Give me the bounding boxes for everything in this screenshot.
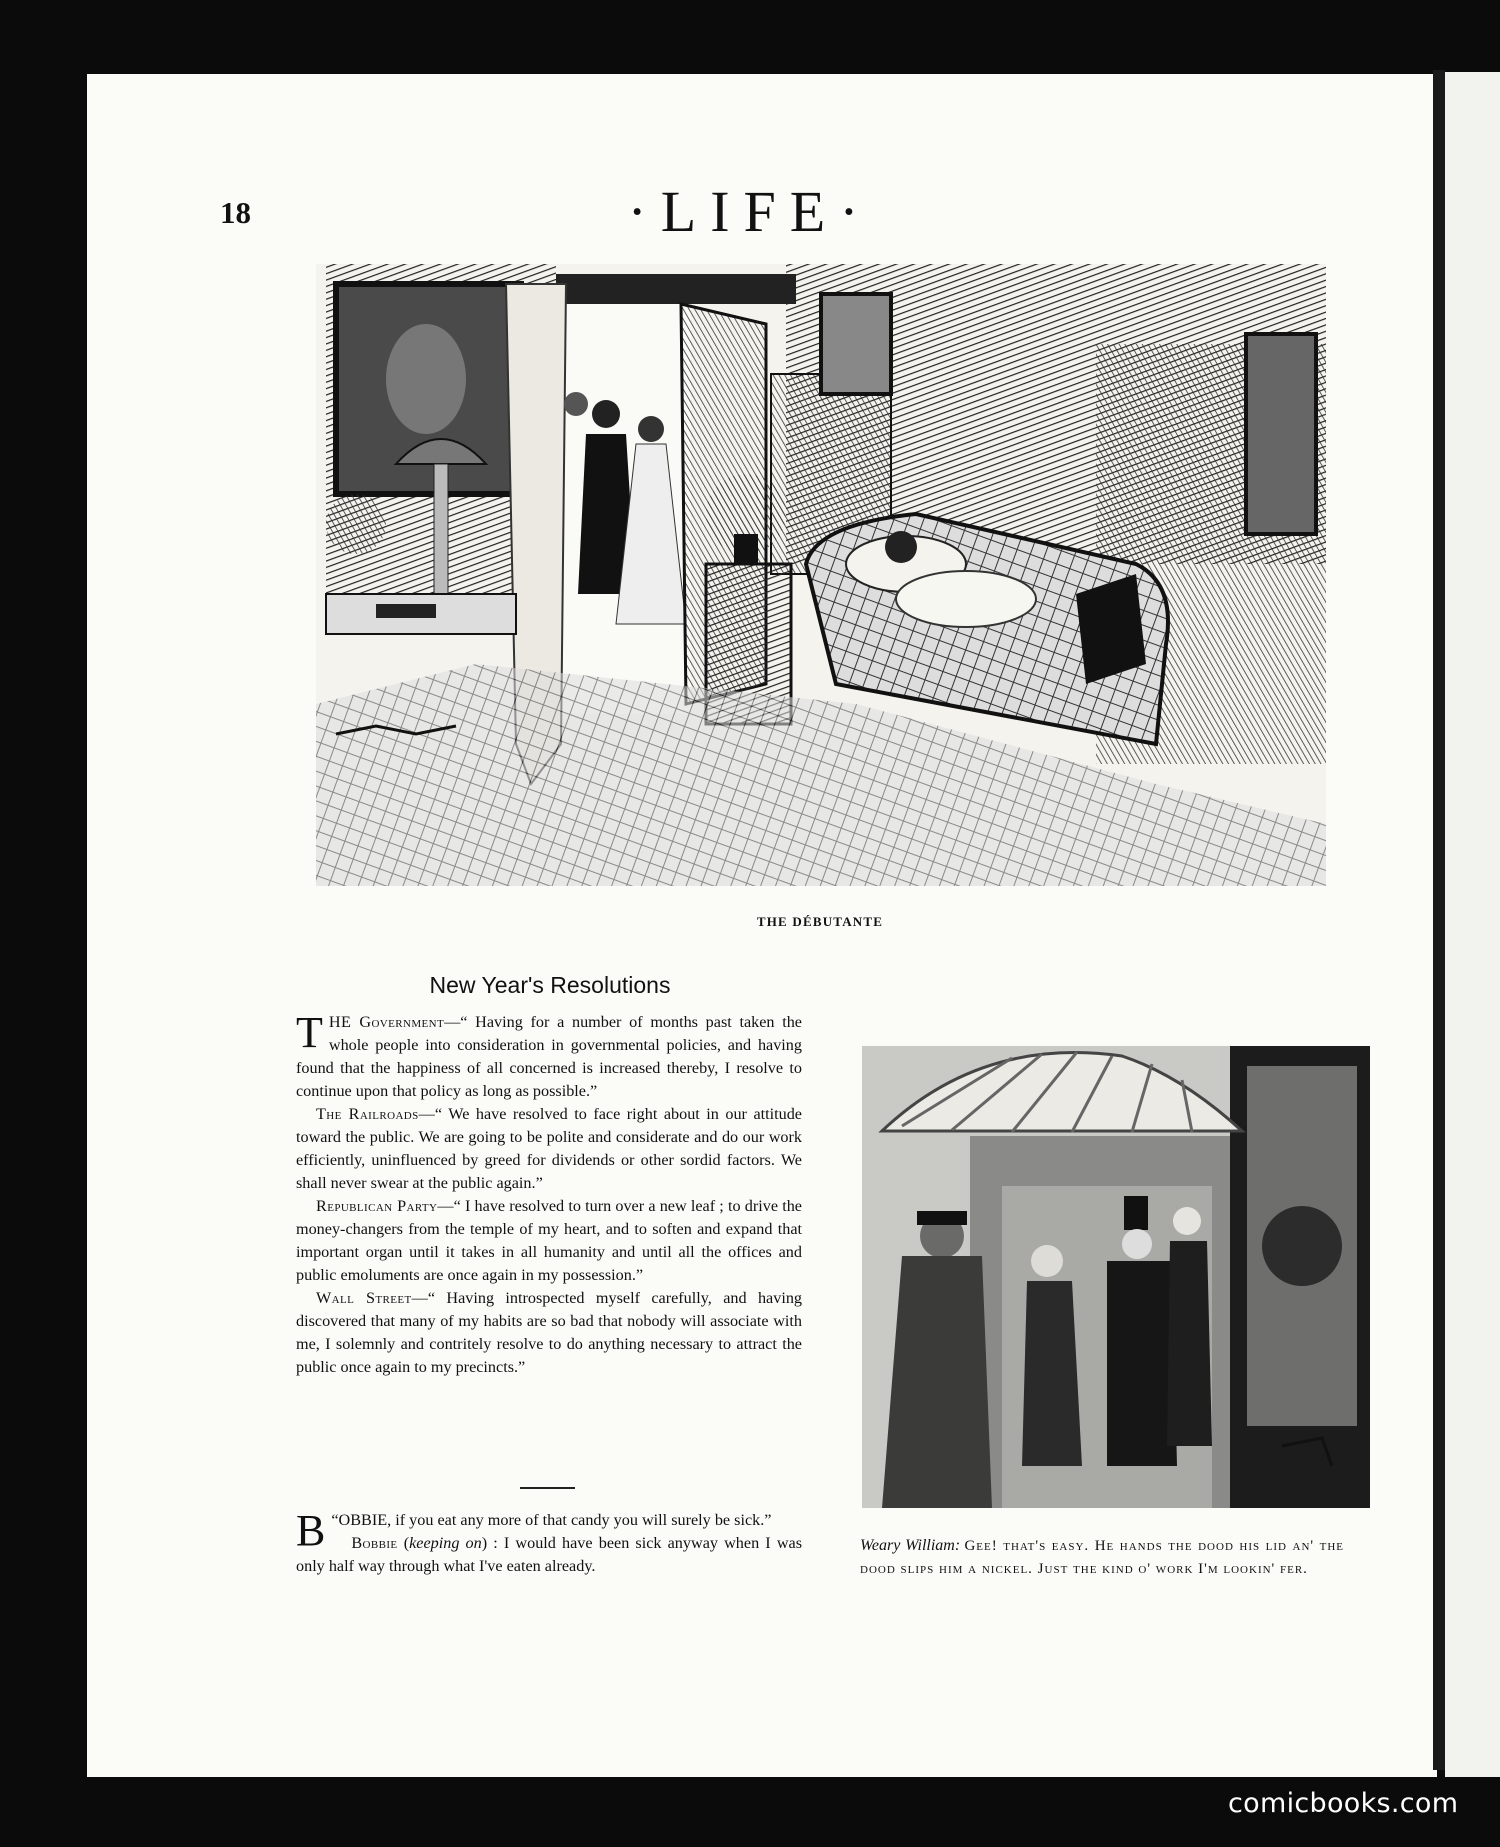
debutante-drawing <box>316 264 1326 886</box>
text-government: —“ Having for a number of months past taken the whole people into consideration in governmental policies, and having found that the happiness of all concerned is increased thereby, I resolve to continue upon that policy as long as possible.” <box>296 1013 802 1100</box>
page-number: 18 <box>220 195 251 230</box>
text-wall-street: —“ Having introspected myself carefully, and having discovered that many of my habits are so bad that nobody will associate with me, I solemnly and contritely resolve to do anything necessary to attract the public once again to my precincts.” <box>296 1289 803 1376</box>
text-republican: —“ I have resolved to turn over a new leaf ; to drive the money-changers from the temple of my heart, and to soften and expand that important organ until it takes in all humanity and until all the offices and public emoluments are once again in my possession.” <box>296 1197 802 1284</box>
page-gutter <box>1433 70 1445 1770</box>
paragraph-government <box>296 1008 802 1103</box>
lead-railroads: The Railroads <box>316 1105 419 1123</box>
quote-mark: “ <box>331 1511 339 1529</box>
site-watermark: comicbooks.com <box>1228 1788 1459 1819</box>
next-page-edge <box>1445 72 1500 1777</box>
stage-direction: keeping on <box>409 1534 482 1552</box>
article-title: New Year's Resolutions <box>429 972 671 998</box>
section-divider <box>520 1487 575 1489</box>
masthead: ·LIFE· <box>627 179 873 244</box>
weary-william-drawing <box>862 1046 1370 1508</box>
resolutions-column <box>296 1008 803 1379</box>
joke-first-line: OBBIE, if you eat any more of that candy you will surely be sick.” <box>338 1511 772 1529</box>
drop-cap-b: B <box>296 1506 326 1555</box>
lead-wall-street: Wall Street <box>316 1289 412 1307</box>
weary-william-illustration <box>862 1046 1370 1508</box>
weary-william-caption <box>860 1534 1344 1581</box>
lead-government: HE Government <box>328 1013 445 1031</box>
speaker-bobbie: Bobbie <box>351 1534 398 1552</box>
drop-cap: T <box>296 1008 323 1057</box>
text-railroads: —“ We have resolved to face right about in our attitude toward the public. We are going to be polite and considerate and do our work efficiently, uninfluenced by greed for dividends or other sordid factors. We shall never swear at the public again.” <box>296 1105 802 1192</box>
joke-reply: Bobbie (keeping on) : I would have been sick anyway when I was only half way through what I've eaten already. <box>296 1534 802 1575</box>
debutante-caption: THE DÉBUTANTE <box>756 914 884 929</box>
paragraph-republican <box>296 1195 802 1287</box>
reply-text: : I would have been sick anyway when I was only half way through what I've eaten already. <box>296 1534 802 1575</box>
caption-text: Gee! that's easy. He hands the dood his lid an' the dood slips him a nickel. Just the kind o' work I'm lookin' fer. <box>860 1538 1345 1577</box>
debutante-illustration <box>316 264 1326 886</box>
paragraph-railroads <box>296 1103 802 1195</box>
lead-republican: Republican Party <box>316 1197 438 1215</box>
paragraph-wall-street <box>296 1287 802 1379</box>
bobbie-joke <box>296 1506 802 1578</box>
caption-speaker: Weary William: <box>860 1537 961 1554</box>
